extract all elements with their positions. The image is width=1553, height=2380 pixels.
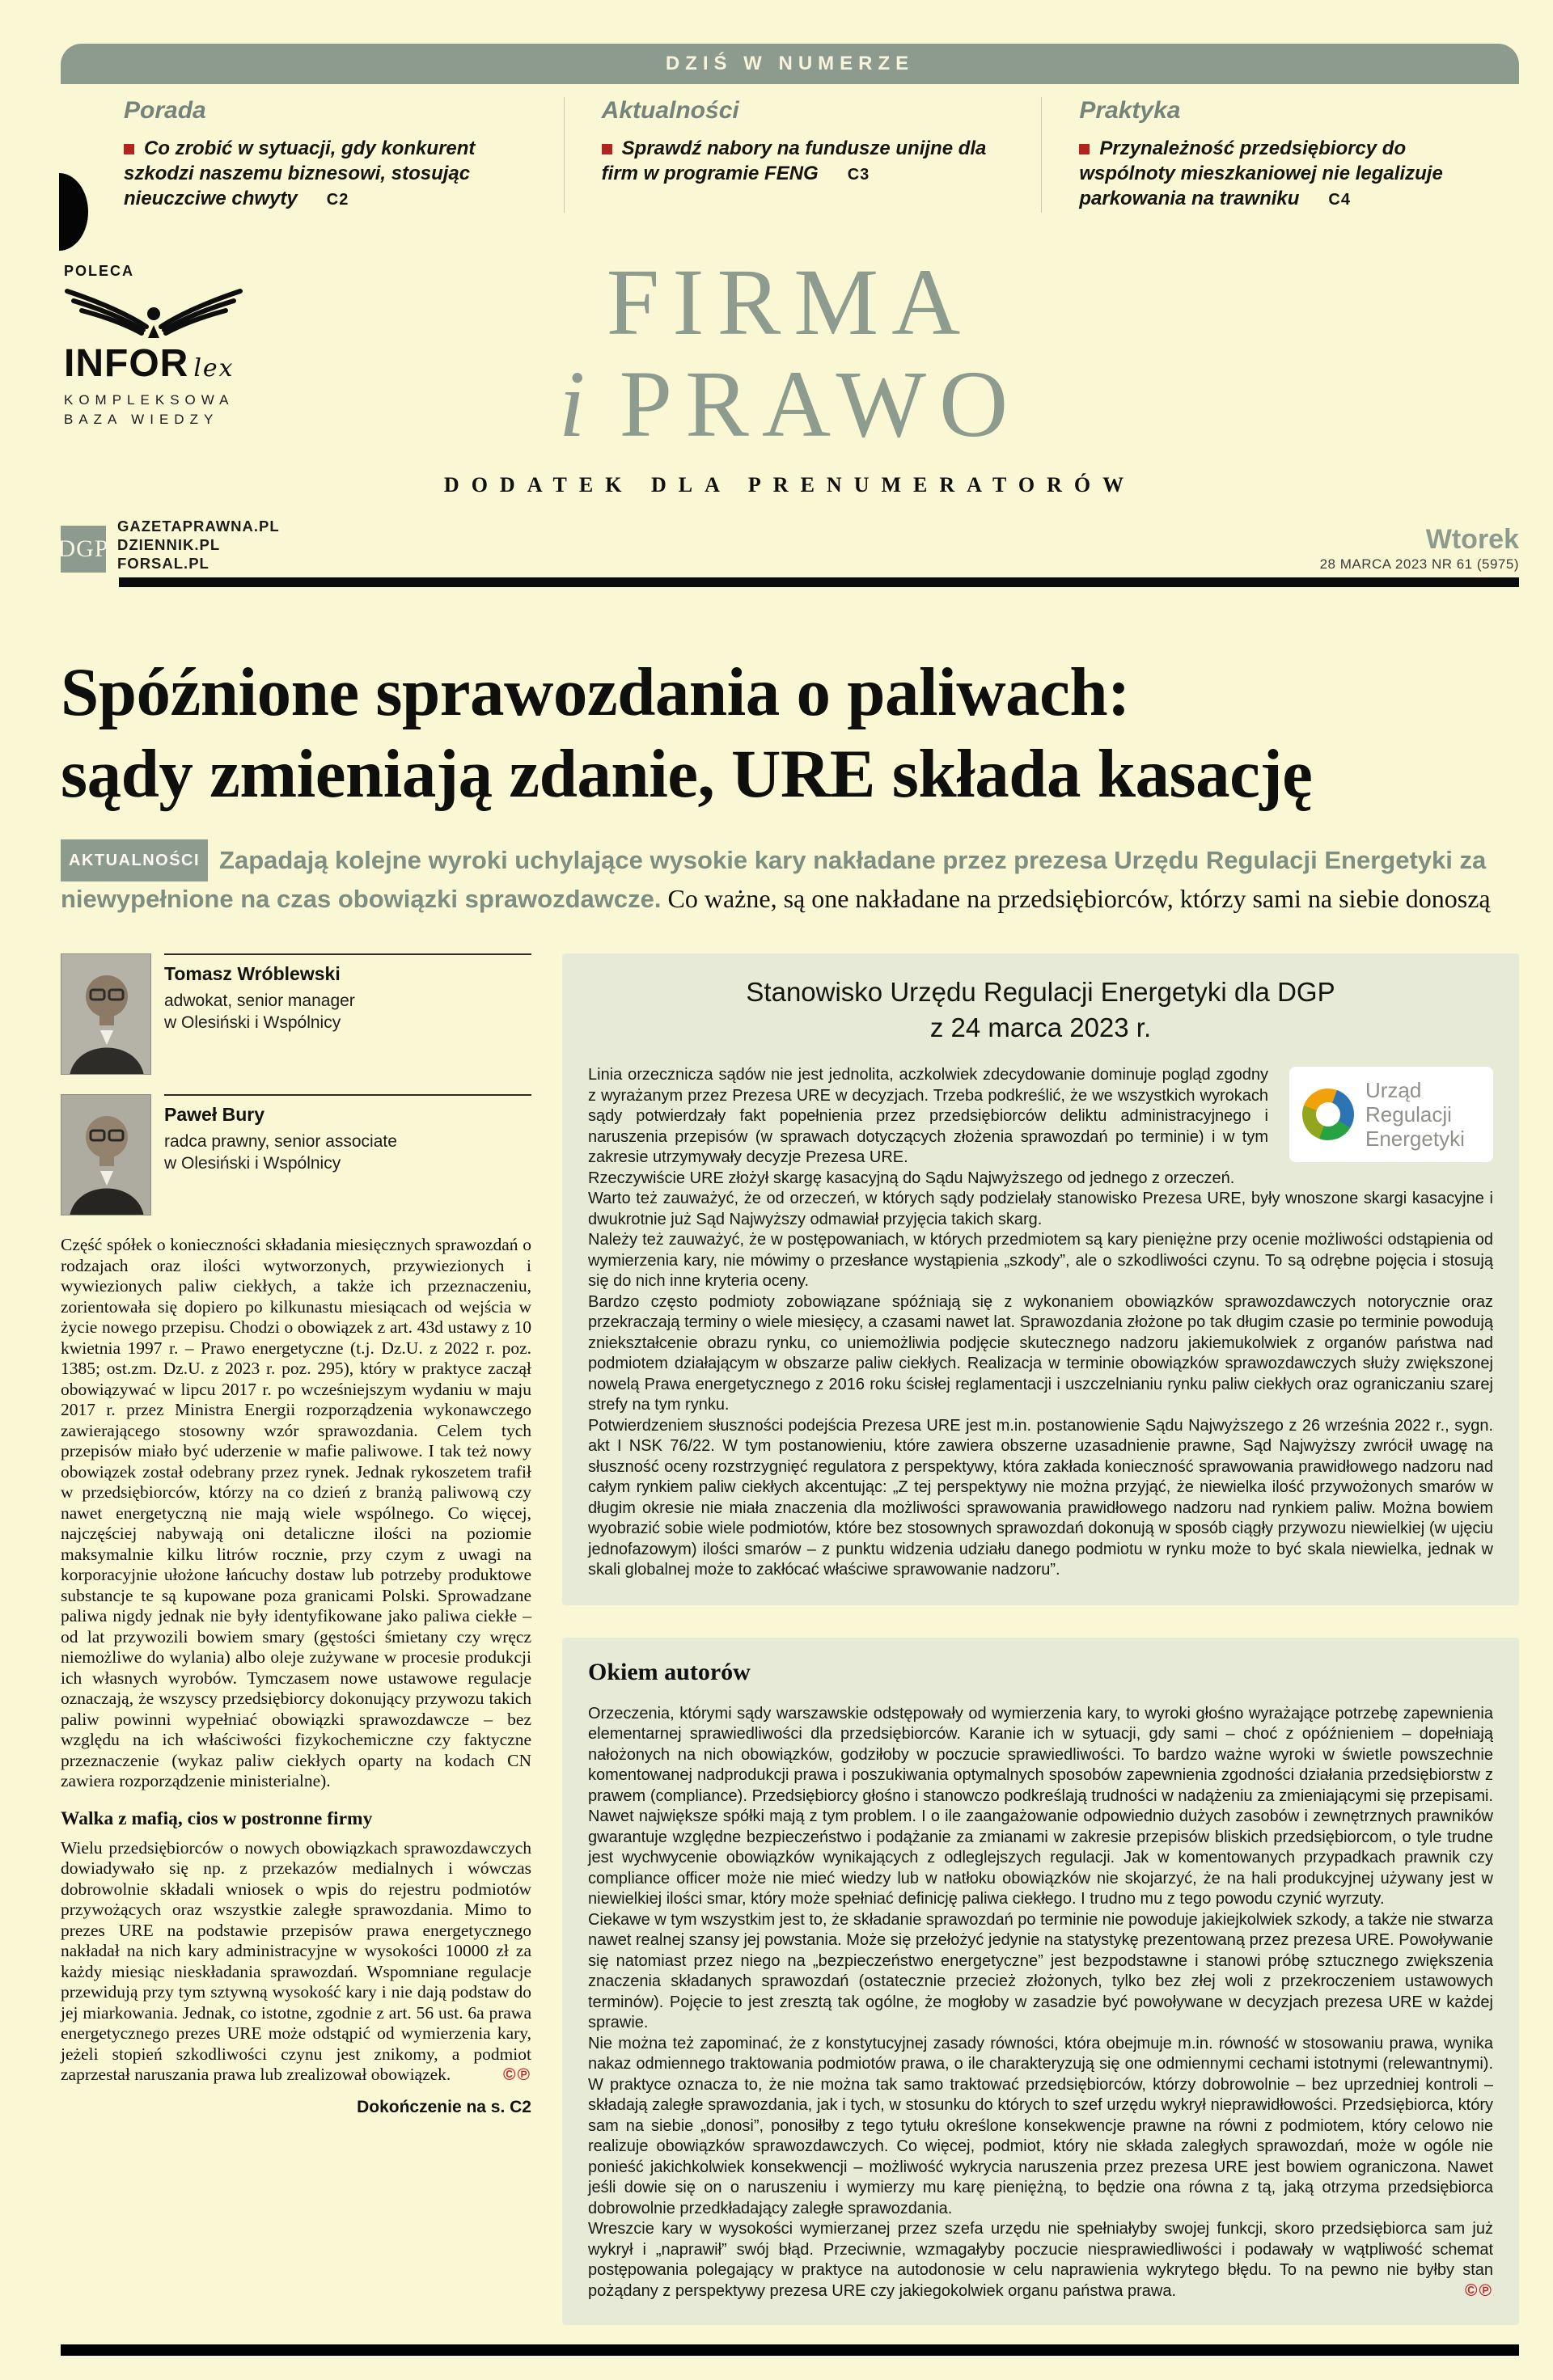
masthead [57, 249, 1519, 587]
headline-line1: Spóźnione sprawozdania o paliwach: [61, 654, 1130, 730]
bullet-icon [602, 144, 612, 154]
author-firm: w Olesiński i Wspólnicy [164, 1013, 341, 1032]
dgp-logo: DGP [61, 526, 106, 573]
today-in-issue-title: DZIŚ W NUMERZE [665, 53, 915, 74]
ure-paragraph-1: Linia orzecznicza sądów nie jest jednolita, aczkolwiek zdecydowanie dominuje pogląd zgodny z wyrażanym przez Prezesa URE w decyzjach. Trzeba podkreślić, że we wszystkich wyrokach sądy potwierdzały fakt popełnienia przez przedsiębiorców deliktu administracyjnego i naruszenia przepisów (w sprawach dotyczących złożenia sprawozdań po terminie) i w tym zakresie utrzymywały decyzje Prezesa URE. [588, 1066, 1268, 1166]
infor-bird-icon [61, 285, 247, 338]
ure-logo-line1: Urząd Regulacji [1365, 1078, 1452, 1127]
article-paragraph-2: Wielu przedsiębiorców o nowych obowiązkach sprawozdawczych dowiadywało się np. z przekazów medialnych i wówczas dobrowolnie składali wniosek o wpis do rejestru podmiotów przywożących oraz wszystkie zaległe sprawozdania. Mimo to prezes URE na podstawie przepisów prawa energetycznego nakładał na nich kary administracyjne w wysokości 10000 zł za każdy miesiąc nieskładania sprawozdań. Wspomniane regulacje przewidują przy tym sztywną wysokość kary i nie dają podstaw do jej miarkowania. Jednak, co istotne, zgodnie z art. 56 ust. 6a prawa energetycznego prezes URE może odstąpić od wymierzenia kary, jeżeli stopień szkodliwości czynu jest znikomy, a podmiot zaprzestał naruszania prawa lub zrealizował obowiązek. [61, 1837, 531, 2084]
ure-logo-card [1289, 1067, 1493, 1162]
portal-dziennik: DZIENNIK.PL [117, 536, 221, 553]
author-card-1 [61, 953, 531, 1075]
author-name: Tomasz Wróblewski [164, 963, 341, 984]
today-section-porada [124, 97, 564, 213]
bottom-rule [61, 2344, 1519, 2356]
boxes-column [562, 953, 1519, 2325]
author-info [164, 1094, 531, 1215]
page-reference: C3 [847, 166, 870, 184]
author-card-2 [61, 1094, 531, 1215]
newspaper-page [0, 44, 1553, 2380]
infor-subtitle-line2: BAZA WIEDZY [64, 412, 219, 427]
lead-rest: Co ważne, są one nakładane na przedsiębiorców, którzy sami na siebie donoszą [661, 884, 1491, 913]
portal-list [117, 517, 280, 573]
article-body [61, 1235, 531, 2117]
authors-box-paragraph-4: Wreszcie kary w wysokości wymierzanej przez szefa urzędu nie spełniałyby swojej funkcji, skoro przedsiębiorca sam już wykrył i „naprawił” swój błąd. Przeciwnie, wzmagałyby poczucie niesprawiedliwości i podawały w wątpliwość schemat postępowania polegający w praktyce na autodonosie w celu naprawienia wykrytego błędu. To na pewno nie byłby stan pożądany z perspektywy prezesa URE czy jakiegokolwiek organu państwa prawa. [588, 2220, 1493, 2300]
today-item-text: Sprawdź nabory na fundusze unijne dla firm w programie FENG [601, 137, 987, 184]
main-headline [61, 652, 1519, 815]
headline-line2: sądy zmieniają zdanie, URE składa kasację [61, 736, 1313, 812]
author-name: Paweł Bury [164, 1104, 264, 1125]
authors-box-paragraph-2: Ciekawe w tym wszystkim jest to, że składanie sprawozdań po terminie nie powoduje jakiejkolwiek szkody, a także nie stwarza nawet realnej szansy jej powstania. Może się przełożyć jedynie na statystykę prezentowaną przez prezesa URE. Powoływanie się natomiast przez niego na „bezpieczeństwo energetyczne” jest bezpodstawne i stanowi próbę sztucznego zwiększenia znaczenia składanych sprawozdań (ostatecznie przecież złożonych, tylko bez złej woli z przekroczeniem ustawowych terminów). Pojęcie to jest zresztą tak ogólne, że mogłoby w zasadzie być powoływane w decyzjach prezesa URE w każdej sprawie. [588, 1910, 1493, 2031]
author-photo [61, 953, 151, 1075]
ure-paragraph-2: Rzeczywiście URE złożył skargę kasacyjną do Sądu Najwyższego od jednego z orzeczeń. [588, 1169, 1235, 1187]
issue-date-number: 28 MARCA 2023 NR 61 (5975) [1319, 556, 1519, 572]
lead-highlight: Zapadają kolejne wyroki uchylające wysokie kary nakładane przez prezesa Urzędu Regulacji Energetyki za niewypełnione na czas obowiązki sprawozdawcze. [61, 846, 1487, 913]
page-reference: C4 [1328, 191, 1351, 209]
author-portrait-placeholder [61, 954, 151, 1075]
weekday-label: Wtorek [1425, 524, 1519, 555]
today-item [1079, 136, 1495, 213]
title-line-firma: FIRMA [606, 249, 974, 355]
poleca-label: POLECA [64, 263, 135, 279]
today-summary [61, 84, 1519, 229]
today-section-heading: Praktyka [1079, 97, 1181, 124]
today-section-heading: Porada [124, 97, 206, 124]
today-item [124, 136, 540, 213]
article-subhead: Walka z mafią, cios w postronne firmy [61, 1807, 373, 1829]
ure-box-title [588, 974, 1493, 1046]
copyright-icon: ©℗ [1465, 2281, 1493, 2300]
article-column [61, 953, 531, 2325]
ure-logo-text [1365, 1078, 1480, 1151]
author-photo [61, 1094, 151, 1215]
bullet-icon [1079, 144, 1090, 154]
today-section-heading: Aktualności [601, 97, 739, 124]
ure-paragraph-4: Należy też zauważyć, że w postępowaniach, w których przedmiotem są kary pieniężne przy ocenie możliwości odstąpienia od wymierzenia kary, nie mówimy o przesłance wystąpienia „szkody”, ale o szkodliwości czynu. To są odrębne pojęcia i stosują się do nich inne kryteria oceny. [588, 1231, 1493, 1290]
section-badge: AKTUALNOŚCI [61, 839, 208, 881]
ure-box-title-line2: z 24 marca 2023 r. [929, 1012, 1152, 1042]
ure-statement-box [562, 953, 1519, 1605]
bullet-icon [124, 144, 134, 154]
infor-logo-block [64, 263, 307, 428]
ure-logo-line2: Energetyki [1365, 1127, 1465, 1151]
infor-subtitle-line1: KOMPLEKSOWA [64, 392, 235, 408]
ure-logo-icon [1302, 1089, 1354, 1140]
issue-info [1320, 526, 1519, 573]
ure-paragraph-5: Bardzo często podmioty zobowiązane spóźniają się z wykonaniem obowiązków sprawozdawczych notorycznie oraz przekraczają terminy o wiele miesięcy, a czasami nawet lat. Sprawozdania złożone po tak długim czasie po terminie powodują zniekształcenie obrazu rynku, co uniemożliwia podjęcie skutecznego nadzoru jakiemukolwiek z organów państwa nad podmiotem działającym w obszarze paliw ciekłych. Realizacja w terminie obowiązków sprawozdawczych służy zwiększonej nowelą Prawa energetycznego z 2016 roku ścisłej reglamentacji i uszczelnianiu rynku paliw ciekłych oraz ograniczaniu szarej strefy na tym rynku. [588, 1292, 1493, 1414]
author-role: radca prawny, senior associate [164, 1132, 397, 1151]
lead-paragraph [61, 839, 1519, 916]
continuation-note: Dokończenie na s. C2 [357, 2097, 531, 2116]
today-section-praktyka [1041, 97, 1519, 213]
masthead-rule [119, 577, 1519, 587]
article-paragraph-1: Część spółek o konieczności składania miesięcznych sprawozdań o rodzajach oraz ilości wytworzonych, przywiezionych i wywiezionych paliw ciekłych, a także ich przeznaczeniu, zorientowała się dopiero po kilkunastu miesiącach od wejścia w życie nowego przepisu. Chodzi o obowiązek z art. 43d ustawy z 10 kwietnia 1997 r. – Prawo energetyczne (t.j. Dz.U. z 2022 r. poz. 1385; ost.zm. Dz.U. z 2023 r. poz. 295), który w praktyce zaczął obowiązywać w lipcu 2017 r. po wcześniejszym wydaniu w maju 2017 r. przez Ministra Energii rozporządzenia wykonawczego zawierającego stosowny wzór sprawozdania. Celem tych przepisów miało być uderzenie w mafie paliwowe. I tak też nowy obowiązek został odebrany przez rynek. Jednak rykoszetem trafił w przedsiębiorców, którzy na co dzień z branżą paliwową czy nawet energetyczną nie mają wiele wspólnego. Co więcej, najczęściej nabywają oni detaliczne ilości na poziomie maksymalnie kilku litrów rocznie, przy czym z uwagi na korporacyjnie ułożone łańcuchy dostaw lub potrzeby produktowe substancje te są kupowane poza granicami Polski. Sprowadzane paliwa nigdy jednak nie były identyfikowane jako paliwa ciekłe – od lat przywozili bowiem smary (gęstości śmietany czy wręcz niemożliwe do wylania) albo oleje zużywane w procesie produkcji ich własnych wyrobów. Tymczasem nowe ustawowe regulacje oznaczają, że wszyscy przedsiębiorcy dokonujący przywozu takich paliw powinni wypełniać obowiązki sprawozdawcze – bez względu na ich właściwości fizykochemiczne czy faktyczne przeznaczenie (wykaz paliw ciekłych oparty na kodach CN zawiera rozporządzenie ministerialne). [61, 1235, 531, 1790]
today-in-issue-bar [61, 44, 1519, 84]
title-letter-i: i [558, 351, 599, 457]
copyright-icon: ©℗ [503, 2065, 531, 2084]
page-reference: C2 [326, 191, 349, 209]
portal-forsal: FORSAL.PL [117, 555, 209, 572]
today-item-text: Przynależność przedsiębiorcy do wspólnoty mieszkaniowej nie legalizuje parkowania na trawniku [1079, 137, 1443, 209]
authors-box-paragraph-3: Nie można też zapominać, że z konstytucyjnej zasady równości, która obejmuje m.in. równość w stosowaniu prawa, wynika nakaz odmiennego traktowania podmiotów prawa, o ile charakteryzują się one odmiennymi cechami istotnymi (relewantnymi). W praktyce oznacza to, że nie można tak samo traktować przedsiębiorców, którzy dobrowolnie – bez uprzedniej kontroli – składają zaległe sprawozdania, jak i tych, w stosunku do których to szef urzędu wykrył nieprawidłowości. Przedsiębiorca, który sam na siebie „donosi”, ponosiłby z tego tytułu określone konsekwencje prawne na równi z podmiotem, który celowo nie realizuje obowiązków sprawozdawczych. Co więcej, podmiot, który nie składa zaległych sprawozdań, może w ogóle nie ponieść jakichkolwiek konsekwencji – możliwość wykrycia naruszenia przez prezesa URE jest bowiem ograniczona. Nawet jeśli dowie się on o naruszeniu i wymierzy mu karę pieniężną, to będzie ona równa z tą, jaką otrzyma przedsiębiorca dobrowolnie przedkładający zaległe sprawozdania. [588, 2034, 1493, 2217]
authors-box-title: Okiem autorów [588, 1658, 751, 1685]
portal-gazetaprawna: GAZETAPRAWNA.PL [117, 518, 280, 535]
today-item [602, 136, 1018, 188]
ure-box-body [588, 1065, 1493, 1581]
title-word-prawo: PRAWO [619, 351, 1022, 457]
author-role: adwokat, senior manager [164, 991, 355, 1010]
subscribers-tagline: DODATEK DLA PRENUMERATORÓW [443, 473, 1136, 497]
infor-wordmark: INFOR lex [64, 342, 235, 385]
author-portrait-placeholder [61, 1095, 151, 1215]
ure-paragraph-3: Warto też zauważyć, że od orzeczeń, w których sądy podzielały stanowisko Prezesa URE, były wnoszone skargi kasacyjne i dwukrotnie już Sąd Najwyższy odmawiał przyjęcia takich skarg. [588, 1190, 1493, 1228]
ure-paragraph-6: Potwierdzeniem słuszności podejścia Prezesa URE jest m.in. postanowienie Sądu Najwyższego z 26 września 2022 r., sygn. akt I NSK 76/22. W tym postanowieniu, które zawiera obszerne uzasadnienie prawne, Sąd Najwyższy zwrócił uwagę na słuszność oceny rozstrzygnięć regulatora z perspektywy, która zakłada konieczność sprawowania prawidłowego nadzoru nad całym rynkiem paliw ciekłych akcentując: „Z tej perspektywy nie można przyjąć, że niewielka ilość przywożonych smarów w długim okresie nie miała znaczenia dla możliwości sprawowania prawidłowego nadzoru nad rynkiem paliw. Można bowiem wyobrazić sobie wiele podmiotów, które bez stosownych sprawozdań dokonują w sposób ciągły przywozu niewielkiej (w ujęciu jednofazowym) ilości smarów – z punktu widzenia udziału danego podmiotu w rynku może to być skala niewielka, jednak w skali globalnej może to zakłócać właściwe sprawowanie nadzoru”. [588, 1416, 1493, 1579]
infor-lex-suffix: lex [193, 354, 235, 383]
authors-commentary-box [562, 1638, 1519, 2326]
author-info [164, 953, 531, 1075]
author-firm: w Olesiński i Wspólnicy [164, 1154, 341, 1173]
main-columns [61, 953, 1519, 2325]
dgp-logo-group [57, 517, 280, 573]
today-section-aktualnosci [564, 97, 1042, 213]
ure-box-title-line1: Stanowisko Urzędu Regulacji Energetyki dla DGP [746, 977, 1335, 1007]
masthead-bottom-row [57, 517, 1519, 573]
authors-box-paragraph-1: Orzeczenia, którymi sądy warszawskie odstępowały od wymierzenia kary, to wyroki głośno wyrażające potrzebę zapewnienia elementarnej sprawiedliwości dla przedsiębiorców. Karanie ich w sytuacji, gdy sami – choć z opóźnieniem – dopełniają nałożonych na nich obowiązków, godziłoby w poczucie sprawiedliwości. To bardzo ważne wyroki w świetle powszechnie komentowanej nadprodukcji prawa i poszukiwania optymalnych sposobów zapewnienia zgodności działania przedsiębiorstw z prawem (compliance). Przedsiębiorcy głośno i stanowczo podkreślają trudności w nadążeniu za zmieniającymi się przepisami. Nawet największe spółki mają z tym problem. I o ile zaangażowanie odpowiednio dużych zasobów i zewnętrznych prawników gwarantuje względne bezpieczeństwo i podążanie za zmianami w zakresie przepisów bliskich przedsiębiorcom, o tyle trudne jest wychwycenie obowiązków wynikających z odleglejszych regulacji. Jak w komentowanych przypadkach prawnik czy compliance officer może nie mieć wiedzy lub w natłoku obowiązków nie skojarzyć, że na hali produkcyjnej używany jest w niewielkiej ilości smar, który może spełniać definicję paliwa ciekłego. I trudno mu z tego powodu czynić wyrzuty. [588, 1704, 1493, 1908]
today-item-text: Co zrobić w sytuacji, gdy konkurent szkodzi naszemu biznesowi, stosując nieuczciwe chwyty [124, 137, 476, 209]
